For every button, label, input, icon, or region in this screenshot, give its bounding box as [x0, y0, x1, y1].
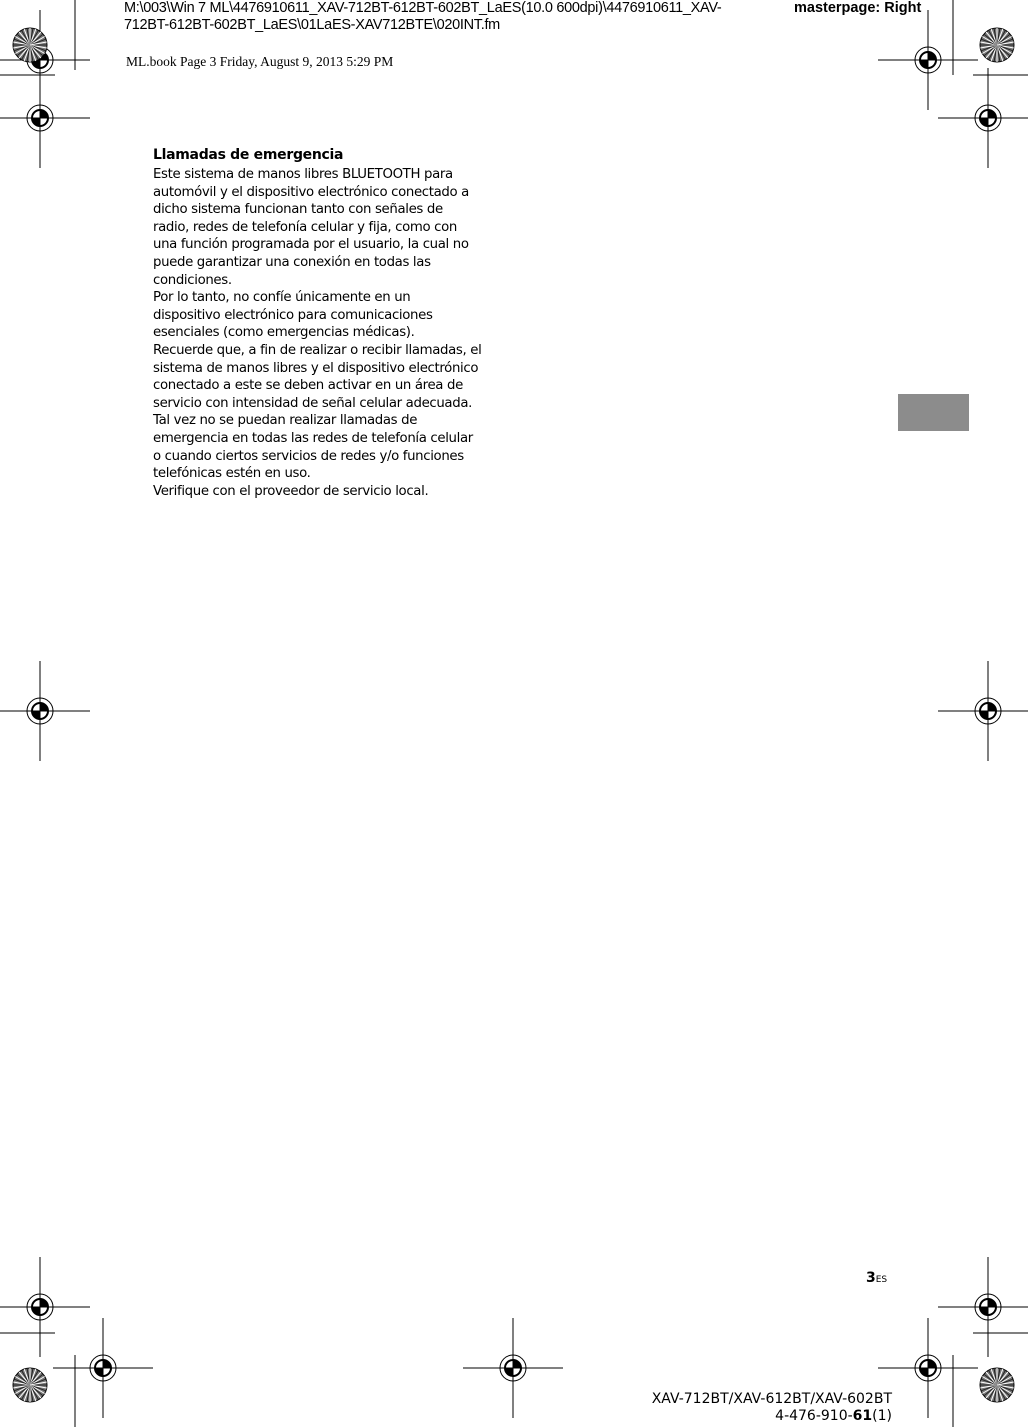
crosshair-mark: [938, 661, 1028, 761]
color-target-mark: [13, 1368, 47, 1402]
body-line: Por lo tanto, no confíe únicamente en un: [153, 290, 411, 306]
body-line: sistema de manos libres y el dispositivo electrónico: [153, 360, 479, 376]
crosshair-mark: [0, 10, 90, 110]
body-line: conectado a este se deben activar en un área de: [153, 378, 463, 394]
section-emergency-calls: [153, 146, 503, 500]
body-line: Recuerde que, a fin de realizar o recibir llamadas, el: [153, 342, 482, 358]
body-line: una función programada por el usuario, la cual no: [153, 237, 469, 253]
crosshair-mark: [463, 1318, 563, 1418]
file-path: M:\003\Win 7 ML\4476910611_XAV-712BT-612BT-602BT_LaES(10.0 600dpi)\4476910611_XAV- 712BT-612BT-602BT_LaES\01LaES-XAV712BTE\020INT.fm: [124, 0, 722, 33]
body-line: condiciones.: [153, 272, 232, 288]
crosshair-mark: [878, 1318, 978, 1418]
part-number: 4-476-910-61(1): [775, 1408, 892, 1424]
crosshair-mark: [53, 1318, 153, 1418]
crosshair-mark: [0, 1257, 90, 1357]
body-line: automóvil y el dispositivo electrónico conectado a: [153, 184, 469, 200]
body-line: puede garantizar una conexión en todas las: [153, 254, 431, 270]
crosshair-mark: [938, 1257, 1028, 1357]
body-line: o cuando ciertos servicios de redes y/o funciones: [153, 448, 464, 464]
section-title: Llamadas de emergencia: [153, 147, 344, 163]
body-line: emergencia en todas las redes de telefonía celular: [153, 430, 473, 446]
page-number: 3ES: [866, 1270, 888, 1286]
color-target-mark: [980, 28, 1014, 62]
masterpage-label: masterpage: Right: [794, 0, 922, 16]
crosshair-mark: [0, 68, 90, 168]
crosshair-mark: [938, 68, 1028, 168]
body-line: Verifique con el proveedor de servicio local.: [153, 483, 429, 499]
body-line: esenciales (como emergencias médicas).: [153, 325, 415, 341]
color-target-mark: [980, 1368, 1014, 1402]
section-tab-marker: [898, 394, 969, 431]
body-line: servicio con intensidad de señal celular adecuada.: [153, 395, 472, 411]
body-line: telefónicas estén en uso.: [153, 466, 311, 482]
model-info: [652, 1391, 892, 1425]
body-line: dispositivo electrónico para comunicaciones: [153, 307, 433, 323]
crosshair-mark: [878, 10, 978, 110]
body-line: Tal vez no se puedan realizar llamadas de: [153, 413, 418, 429]
body-line: radio, redes de telefonía celular y fija, como con: [153, 219, 457, 235]
model-numbers: XAV-712BT/XAV-612BT/XAV-602BT: [651, 1391, 892, 1407]
body-line: Este sistema de manos libres BLUETOOTH para: [153, 167, 453, 182]
section-body: [153, 166, 503, 500]
book-info: ML.book Page 3 Friday, August 9, 2013 5:29 PM: [126, 54, 394, 69]
color-target-mark: [13, 28, 47, 62]
body-line: dicho sistema funcionan tanto con señales de: [153, 202, 443, 218]
crosshair-mark: [0, 661, 90, 761]
